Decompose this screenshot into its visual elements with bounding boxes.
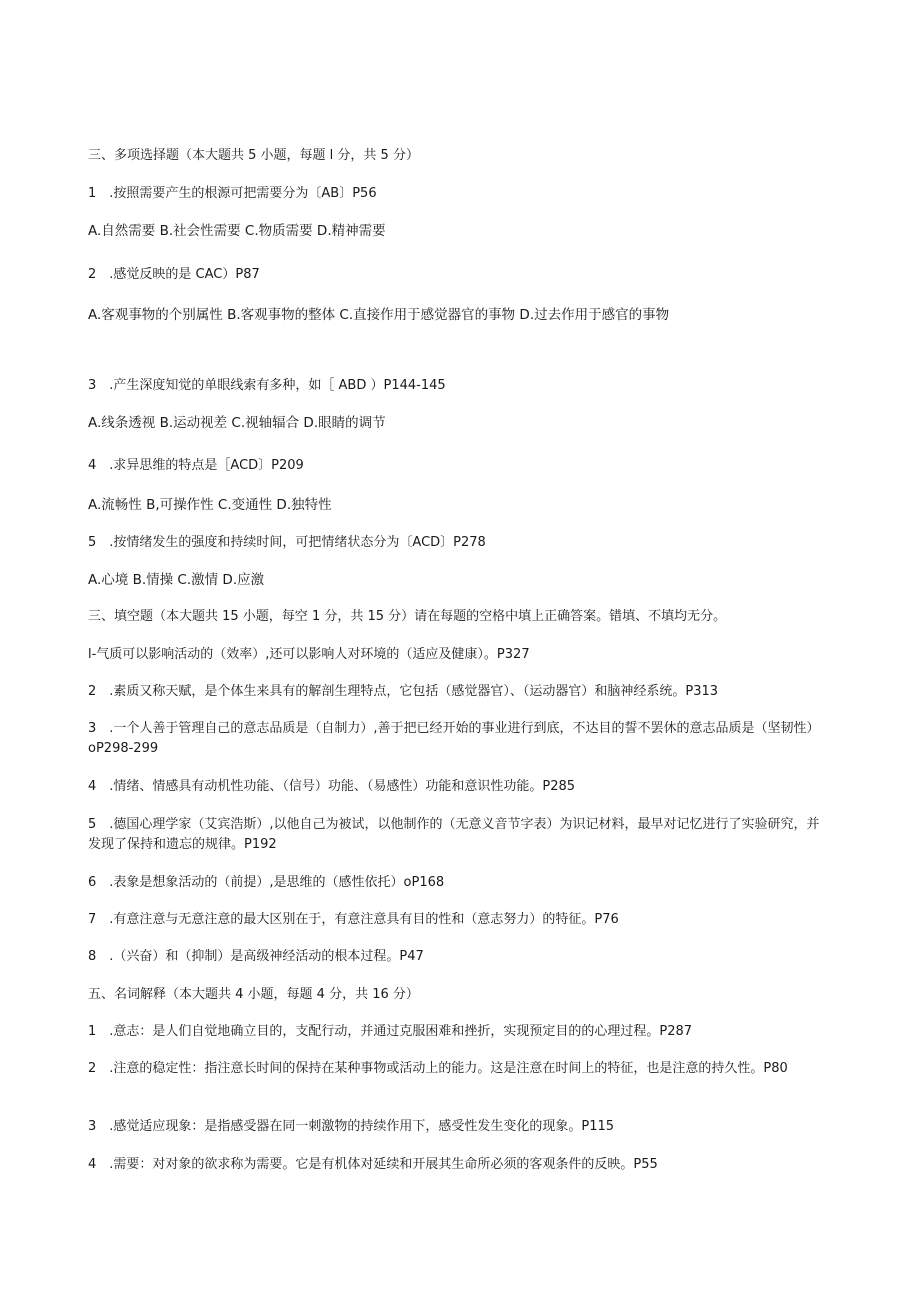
mc-options-5: A.心境 B.情操 C.激情 D.应激 xyxy=(88,572,265,588)
fb-item-8: 8 .（兴奋）和（抑制）是高级神经活动的根本过程。P47 xyxy=(88,949,424,964)
mc-options-2: A.客观事物的个别属性 B.客观事物的整体 C.直接作用于感觉器官的事物 D.过去作用于感官的事物 xyxy=(88,307,670,323)
fb-item-3: 3 .一个人善于管理自己的意志品质是（自制力）,善于把已经开始的事业进行到底，不达目的誓不罢休的意志品质是（坚韧性）oP298-299 xyxy=(88,721,820,756)
fb-item-7: 7 .有意注意与无意注意的最大区别在于，有意注意具有目的性和（意志努力）的特征。P76 xyxy=(88,912,619,927)
def-item-4: 4 .需要：对对象的欲求称为需要。它是有机体对延续和开展其生命所必须的客观条件的反映。P55 xyxy=(88,1157,658,1172)
fb-item-4: 4 .情绪、情感具有动机性功能、（信号）功能、（易感性）功能和意识性功能。P285 xyxy=(88,779,576,794)
def-item-2: 2 .注意的稳定性：指注意长时间的保持在某种事物或活动上的能力。这是注意在时间上的特征，也是注意的持久性。P80 xyxy=(88,1061,788,1076)
fb-item-2: 2 .素质又称天赋，是个体生来具有的解剖生理特点，它包括（感觉器官）、（运动器官）和脑神经系统。P313 xyxy=(88,684,719,699)
fb-item-6: 6 .表象是想象活动的（前提）,是思维的（感性依托）oP168 xyxy=(88,875,445,890)
mc-question-2: 2 .感觉反映的是 CAC）P87 xyxy=(88,267,260,282)
multi-choice-heading: 三、多项选择题（本大题共 5 小题，每题 l 分，共 5 分） xyxy=(88,148,419,163)
fb-item-1: l-气质可以影响活动的（效率）,还可以影响人对环境的（适应及健康）。P327 xyxy=(88,647,530,662)
mc-question-1: 1 .按照需要产生的根源可把需要分为〔AB〕P56 xyxy=(88,186,377,201)
mc-options-1: A.自然需要 B.社会性需要 C.物质需要 D.精神需要 xyxy=(88,223,386,239)
mc-options-3: A.线条透视 B.运动视差 C.视轴辐合 D.眼睛的调节 xyxy=(88,415,386,431)
fb-item-5: 5 .德国心理学家（艾宾浩斯）,以他自己为被试，以他制作的（无意义音节字表）为识记材料，最早对记忆进行了实验研究，并发现了保持和遗忘的规律。P192 xyxy=(88,817,820,852)
mc-question-3: 3 .产生深度知觉的单眼线索有多种，如［ ABD ）P144-145 xyxy=(88,378,446,393)
def-item-3: 3 .感觉适应现象：是指感受器在同一刺激物的持续作用下，感受性发生变化的现象。P115 xyxy=(88,1119,615,1134)
definitions-heading: 五、名词解释（本大题共 4 小题，每题 4 分，共 16 分） xyxy=(88,987,419,1002)
mc-options-4: A.流畅性 B,可操作性 C.变通性 D.独特性 xyxy=(88,497,332,513)
def-item-1: 1 .意志：是人们自觉地确立目的，支配行动，并通过克服困难和挫折，实现预定目的的心理过程。P287 xyxy=(88,1024,693,1039)
mc-question-5: 5 .按情绪发生的强度和持续时间，可把情绪状态分为〔ACD〕P278 xyxy=(88,535,486,550)
mc-question-4: 4 .求异思维的特点是［ACD〕P209 xyxy=(88,458,304,473)
fill-blank-heading: 三、填空题（本大题共 15 小题，每空 1 分，共 15 分）请在每题的空格中填上正确答案。错填、不填均无分。 xyxy=(88,609,727,624)
